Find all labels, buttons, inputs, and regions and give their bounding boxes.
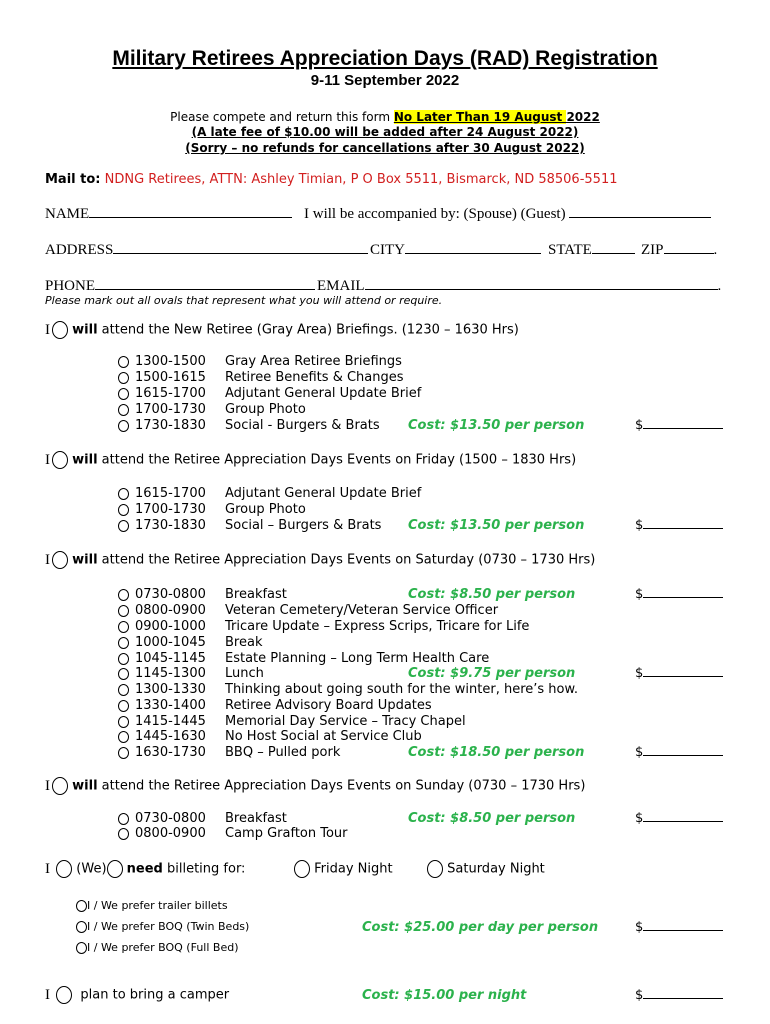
item-time: 0800-0900: [135, 826, 206, 841]
item-oval[interactable]: [118, 356, 129, 368]
item-oval[interactable]: [118, 684, 129, 696]
bbq-amount-field[interactable]: [635, 745, 723, 760]
friday-night-oval[interactable]: [294, 860, 310, 878]
item-time: 1700-1730: [135, 402, 206, 417]
item-desc: Break: [225, 635, 263, 650]
section1-cost: Cost: $13.50 per person: [408, 418, 585, 433]
list-item: [118, 666, 264, 681]
billet-option-label: I / We prefer BOQ (Twin Beds): [87, 920, 250, 933]
item-time: 1330-1400: [135, 698, 206, 713]
section3-oval[interactable]: [52, 551, 68, 569]
item-desc: Group Photo: [225, 502, 306, 517]
billeting-i-oval[interactable]: [56, 860, 72, 878]
billeting-for-label: billeting for:: [162, 861, 246, 877]
state-label: STATE: [548, 242, 592, 258]
item-oval[interactable]: [118, 372, 129, 384]
camper-amount-field[interactable]: [635, 988, 723, 1003]
billet-oval[interactable]: [76, 942, 87, 954]
section-friday: [45, 451, 576, 469]
list-item: [118, 682, 578, 697]
item-time: 1145-1300: [135, 666, 206, 681]
billet-option[interactable]: [76, 941, 238, 954]
billet-option[interactable]: [76, 920, 249, 933]
item-desc: Memorial Day Service – Tracy Chapel: [225, 714, 466, 729]
item-time: 1500-1615: [135, 370, 206, 385]
section4-oval[interactable]: [52, 777, 68, 795]
accompanied-label: I will be accompanied by: (Spouse) (Guest): [304, 206, 566, 222]
billeting-we-oval[interactable]: [107, 860, 123, 878]
item-desc: BBQ – Pulled pork: [225, 745, 341, 760]
dollar-sign: $: [635, 811, 644, 826]
city-label: CITY: [370, 242, 405, 258]
item-oval[interactable]: [118, 813, 129, 825]
item-time: 1730-1830: [135, 418, 206, 433]
list-item: [118, 651, 489, 666]
list-item: [118, 418, 380, 433]
item-oval[interactable]: [118, 504, 129, 516]
lunch-cost: Cost: $9.75 per person: [408, 666, 576, 681]
item-oval[interactable]: [118, 420, 129, 432]
item-desc: Adjutant General Update Brief: [225, 386, 422, 401]
section2-amount-field[interactable]: [635, 518, 723, 533]
item-oval[interactable]: [118, 388, 129, 400]
address-label: ADDRESS: [45, 242, 114, 258]
name-field[interactable]: [45, 206, 292, 223]
item-desc: Group Photo: [225, 402, 306, 417]
billet-option[interactable]: [76, 899, 228, 912]
email-dot: .: [717, 278, 722, 294]
billet-oval[interactable]: [76, 921, 87, 933]
item-desc: Social – Burgers & Brats: [225, 518, 382, 533]
saturday-night-option[interactable]: [427, 860, 545, 878]
deadline-year: 2022: [566, 110, 600, 124]
section-sunday: [45, 777, 585, 795]
item-desc: Social - Burgers & Brats: [225, 418, 380, 433]
item-time: 1445-1630: [135, 729, 206, 744]
camper-cost: Cost: $15.00 per night: [362, 988, 527, 1003]
billet-oval[interactable]: [76, 900, 87, 912]
item-desc: Tricare Update – Express Scrips, Tricare for Life: [225, 619, 530, 634]
item-time: 1415-1445: [135, 714, 206, 729]
dollar-sign: $: [635, 920, 644, 935]
list-item: [118, 811, 287, 826]
item-desc: Adjutant General Update Brief: [225, 486, 422, 501]
billeting-line: [45, 860, 245, 878]
list-item: [118, 370, 404, 385]
list-item: [118, 518, 381, 533]
name-label: NAME: [45, 206, 90, 222]
camper-label: plan to bring a camper: [80, 987, 230, 1003]
item-time: 1300-1330: [135, 682, 206, 697]
phone-label: PHONE: [45, 278, 96, 294]
section2-oval[interactable]: [52, 451, 68, 469]
list-item: [118, 486, 421, 501]
deadline-text: No Later Than 19 August: [393, 110, 567, 124]
item-oval[interactable]: [118, 731, 129, 743]
list-item: [118, 603, 498, 618]
list-item: [118, 587, 287, 602]
section4-cost: Cost: $8.50 per person: [408, 811, 576, 826]
list-item: [118, 502, 306, 517]
dollar-sign: $: [635, 666, 644, 681]
i-label: I: [45, 321, 50, 338]
list-item: [118, 698, 432, 713]
list-item: [118, 386, 421, 401]
friday-night-label: Friday Night: [314, 861, 393, 877]
i-label: I: [45, 551, 50, 568]
phone-field[interactable]: [45, 278, 315, 295]
refund-notice: (Sorry – no refunds for cancellations after 30 August 2022): [185, 141, 585, 155]
billeting-amount-field[interactable]: [635, 920, 723, 935]
mail-address: NDNG Retirees, ATTN: Ashley Timian, P O Box 5511, Bismarck, ND 58506-5511: [104, 172, 618, 187]
item-desc: No Host Social at Service Club: [225, 729, 422, 744]
section4-amount-field[interactable]: [635, 811, 723, 826]
section-saturday: [45, 551, 595, 569]
instructions-line: [0, 110, 770, 124]
item-time: 0730-0800: [135, 587, 206, 602]
city-field[interactable]: [370, 242, 541, 259]
list-item: [118, 714, 466, 729]
instruction-note: Please mark out all ovals that represent what you will attend or require.: [45, 294, 443, 307]
billet-option-label: I / We prefer trailer billets: [87, 899, 228, 912]
email-field[interactable]: [317, 278, 721, 295]
item-desc: Retiree Advisory Board Updates: [225, 698, 432, 713]
list-item: [118, 354, 402, 369]
item-time: 1615-1700: [135, 486, 206, 501]
deadline-highlight: [394, 110, 567, 124]
dollar-sign: $: [635, 988, 644, 1003]
item-oval[interactable]: [118, 716, 129, 728]
item-oval[interactable]: [118, 747, 129, 759]
item-time: 1045-1145: [135, 651, 206, 666]
state-field[interactable]: [548, 242, 635, 259]
item-desc: Camp Grafton Tour: [225, 826, 348, 841]
late-fee-notice: (A late fee of $10.00 will be added after 24 August 2022): [191, 125, 579, 139]
lunch-amount-field[interactable]: [635, 666, 723, 681]
need-label: need: [126, 861, 163, 877]
item-time: 1000-1045: [135, 635, 206, 650]
section1-text: attend the New Retiree (Gray Area) Briefings. (1230 – 1630 Hrs): [97, 322, 519, 338]
item-time: 0730-0800: [135, 811, 206, 826]
billet-option-label: I / We prefer BOQ (Full Bed): [87, 941, 239, 954]
i-label: I: [45, 986, 50, 1003]
section3-text: attend the Retiree Appreciation Days Events on Saturday (0730 – 1730 Hrs): [97, 552, 596, 568]
item-oval[interactable]: [118, 653, 129, 665]
will-label: will: [72, 452, 98, 468]
section1-amount-field[interactable]: [635, 418, 723, 433]
section-new-retiree: [45, 321, 519, 339]
section2-text: attend the Retiree Appreciation Days Events on Friday (1500 – 1830 Hrs): [97, 452, 577, 468]
will-label: will: [72, 552, 98, 568]
dollar-sign: $: [635, 745, 644, 760]
will-label: will: [72, 778, 98, 794]
item-time: 1300-1500: [135, 354, 206, 369]
mail-to-label: Mail to:: [45, 172, 101, 187]
section2-cost: Cost: $13.50 per person: [408, 518, 585, 533]
i-label: I: [45, 860, 50, 877]
list-item: [118, 745, 340, 760]
section4-text: attend the Retiree Appreciation Days Events on Sunday (0730 – 1730 Hrs): [97, 778, 586, 794]
breakfast-amount-field[interactable]: [635, 587, 723, 602]
list-item: [118, 619, 529, 634]
item-oval[interactable]: [118, 488, 129, 500]
item-oval[interactable]: [118, 520, 129, 532]
accompanied-field[interactable]: [304, 206, 711, 223]
item-time: 0900-1000: [135, 619, 206, 634]
friday-night-option[interactable]: [294, 860, 393, 878]
item-time: 1700-1730: [135, 502, 206, 517]
will-label: will: [72, 322, 98, 338]
form-title: Military Retirees Appreciation Days (RAD) Registration: [112, 47, 658, 70]
i-label: I: [45, 451, 50, 468]
item-desc: Thinking about going south for the winter, here’s how.: [225, 682, 579, 697]
list-item: [118, 402, 306, 417]
breakfast-cost: Cost: $8.50 per person: [408, 587, 576, 602]
list-item: [118, 729, 422, 744]
section1-oval[interactable]: [52, 321, 68, 339]
dollar-sign: $: [635, 518, 644, 533]
zip-dot: .: [713, 242, 718, 258]
item-oval[interactable]: [118, 668, 129, 680]
we-label: (We): [76, 861, 107, 877]
mail-to-line: [45, 172, 617, 187]
item-desc: Breakfast: [225, 587, 287, 602]
item-desc: Gray Area Retiree Briefings: [225, 354, 402, 369]
item-time: 1615-1700: [135, 386, 206, 401]
billeting-cost: Cost: $25.00 per day per person: [362, 920, 599, 935]
item-oval[interactable]: [118, 589, 129, 601]
item-desc: Veteran Cemetery/Veteran Service Officer: [225, 603, 499, 618]
camper-line: [45, 986, 229, 1004]
instructions-prefix: Please compete and return this form: [170, 110, 394, 124]
dollar-sign: $: [635, 587, 644, 602]
camper-oval[interactable]: [56, 986, 72, 1004]
item-desc: Lunch: [225, 666, 264, 681]
item-desc: Retiree Benefits & Changes: [225, 370, 404, 385]
i-label: I: [45, 777, 50, 794]
item-desc: Breakfast: [225, 811, 287, 826]
dollar-sign: $: [635, 418, 644, 433]
list-item: [118, 826, 348, 841]
address-field[interactable]: [45, 242, 368, 259]
list-item: [118, 635, 262, 650]
item-oval[interactable]: [118, 404, 129, 416]
item-oval[interactable]: [118, 637, 129, 649]
zip-label: ZIP: [641, 242, 664, 258]
item-time: 1630-1730: [135, 745, 206, 760]
item-desc: Estate Planning – Long Term Health Care: [225, 651, 490, 666]
item-time: 1730-1830: [135, 518, 206, 533]
email-label: EMAIL: [317, 278, 365, 294]
item-oval[interactable]: [118, 605, 129, 617]
saturday-night-oval[interactable]: [427, 860, 443, 878]
item-oval[interactable]: [118, 828, 129, 840]
event-dates: 9-11 September 2022: [310, 72, 460, 89]
zip-field[interactable]: [641, 242, 717, 259]
item-time: 0800-0900: [135, 603, 206, 618]
saturday-night-label: Saturday Night: [447, 861, 545, 877]
item-oval[interactable]: [118, 700, 129, 712]
item-oval[interactable]: [118, 621, 129, 633]
bbq-cost: Cost: $18.50 per person: [408, 745, 585, 760]
